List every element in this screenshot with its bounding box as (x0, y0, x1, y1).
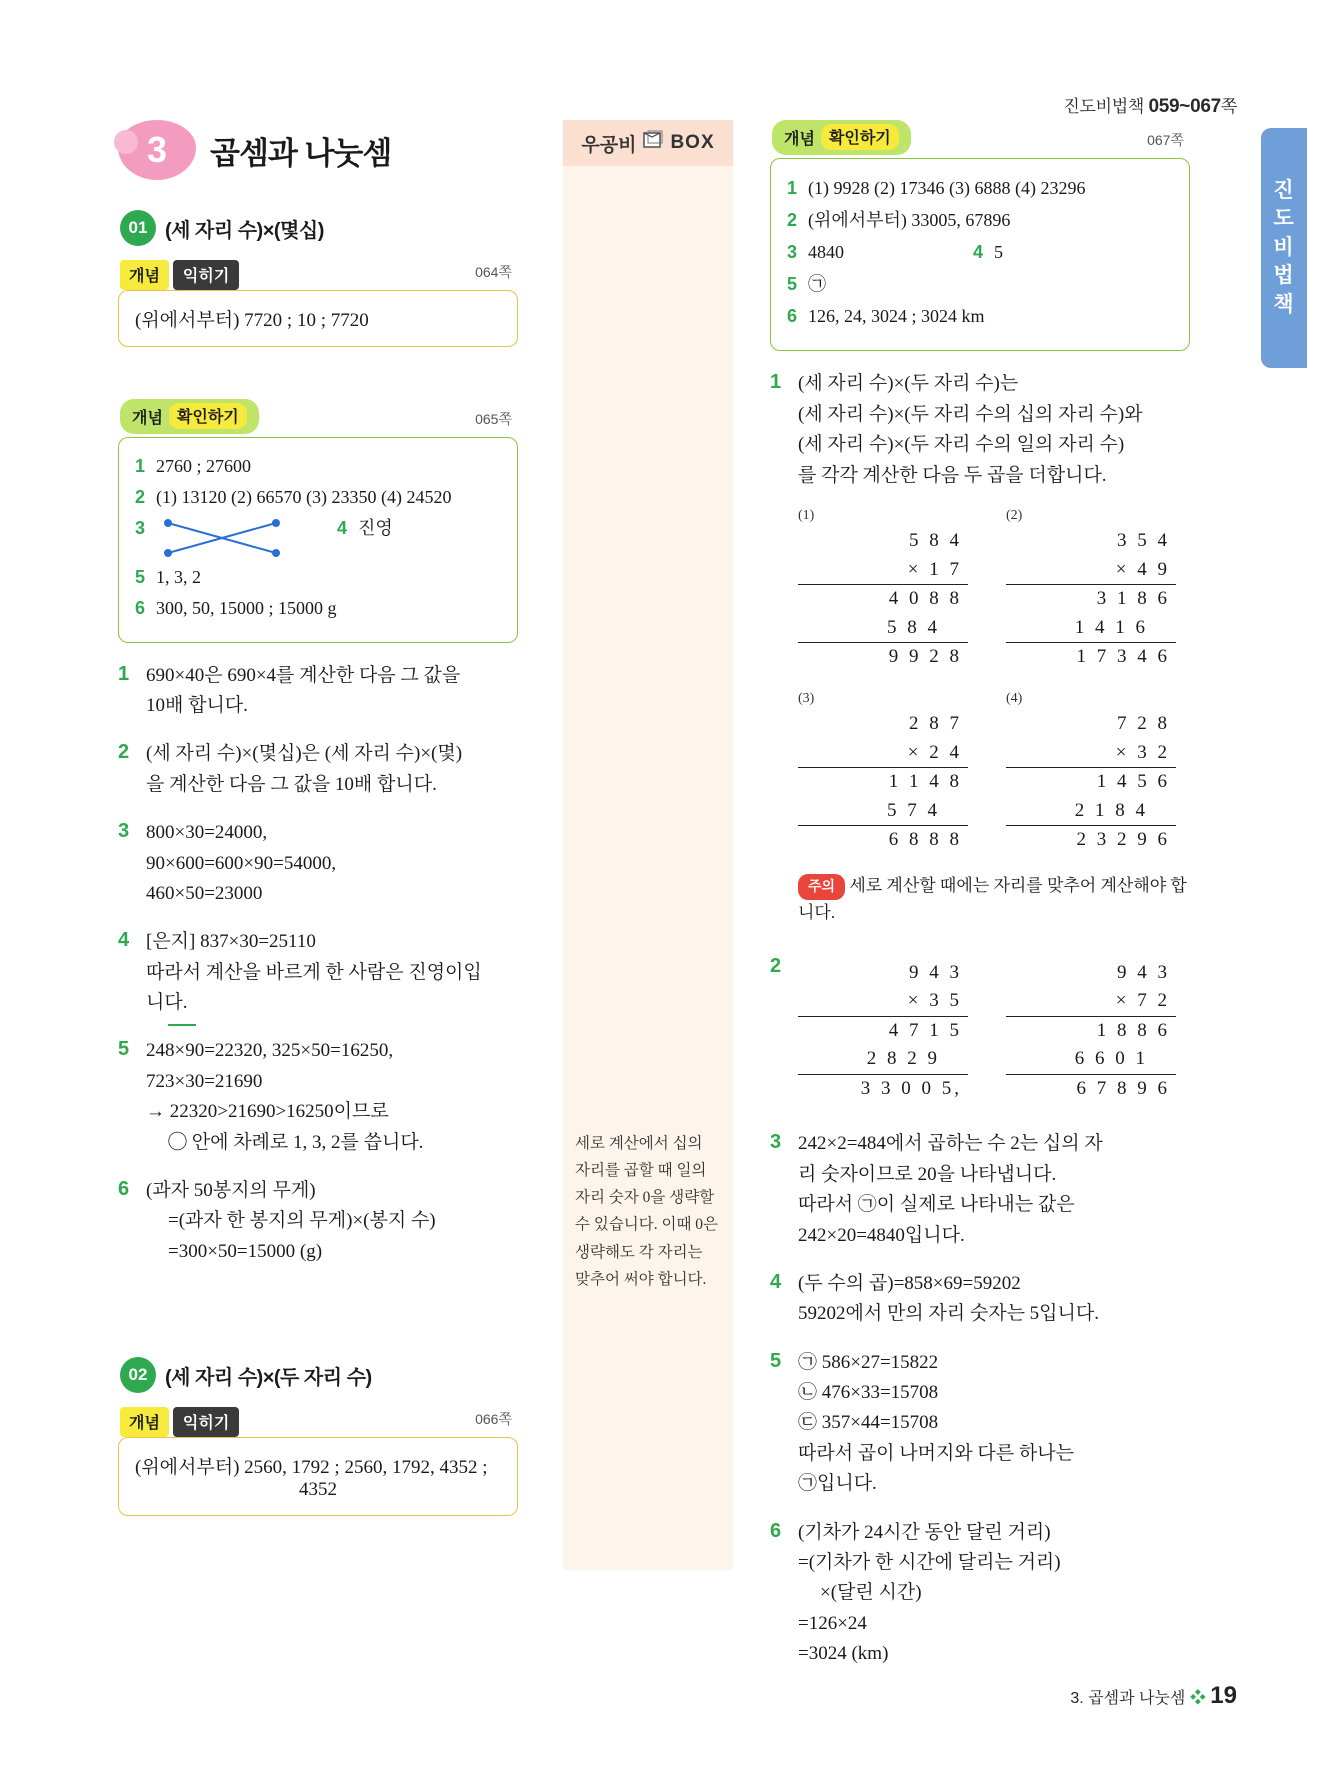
solution-item (770, 1269, 1190, 1330)
concept-check-chip-sub: 확인하기 (169, 403, 247, 429)
solution-number: 6 (118, 1178, 130, 1201)
section-heading-01 (120, 210, 518, 246)
section-number-01: 01 (120, 210, 156, 246)
solution-number: 5 (770, 1349, 782, 1372)
solution-item (770, 1518, 1190, 1670)
solution-item (118, 818, 518, 909)
concept-learn-2-line1: (위에서부터) 2560, 1792 ; 2560, 1792, 4352 ; (135, 1457, 488, 1479)
vertical-calculation (1006, 688, 1176, 855)
chapter-heading (118, 120, 518, 180)
answer-number: 6 (135, 597, 146, 618)
concept-chip-label: 개념 (120, 1407, 169, 1437)
solution-line: =126×24 (798, 1612, 867, 1634)
concept-learn-1-header (118, 260, 518, 284)
answer-number: 5 (135, 566, 146, 587)
solution-number: 2 (770, 954, 782, 977)
solution-line: (두 수의 곱)=858×69=59202 (798, 1272, 1021, 1294)
answer-text: 진영 (358, 517, 393, 538)
calc-row: 1 4 1 6 (1074, 616, 1148, 638)
chapter-number-badge: 3 (118, 120, 196, 180)
solution-line: =300×50=15000 (g) (168, 1240, 323, 1262)
solution-item (770, 1348, 1190, 1500)
solution-body (798, 1348, 1190, 1500)
note-connector-line (168, 1024, 196, 1026)
concept-learn-2-header (118, 1407, 518, 1431)
section-title-02: (세 자리 수)×(두 자리 수) (165, 1366, 372, 1389)
solution-line: (과자 50봉지의 무게) (146, 1180, 316, 1202)
calc-row: 2 8 7 (909, 713, 962, 735)
calc-row: 1 1 4 8 (798, 767, 968, 797)
solution-body (798, 369, 1190, 926)
answer-number: 3 (135, 517, 146, 538)
warning-text: 세로 계산할 때에는 자리를 맞추어 계산해야 합니다. (798, 875, 1187, 923)
answer-text: 5 (994, 241, 1003, 262)
concept-check-chip-sub: 확인하기 (821, 124, 899, 150)
solution-body (146, 927, 518, 1018)
solution-line: 800×30=24000, (146, 822, 268, 844)
solution-body (146, 1176, 518, 1267)
calc-label: (3) (798, 690, 815, 706)
calc-row: × 1 7 (907, 558, 962, 580)
concept-check-1-header (118, 399, 518, 431)
concept-learn-1-page-ref: 064쪽 (475, 264, 512, 280)
section-title-01: (세 자리 수)×(몇십) (165, 219, 324, 242)
section-number-02: 02 (120, 1357, 156, 1393)
calc-row: 2 8 2 9 (866, 1048, 940, 1070)
solution-line: 59202에서 만의 자리 숫자는 5입니다. (798, 1303, 1099, 1325)
middle-sidebar (563, 120, 733, 1570)
vertical-calculation (798, 505, 968, 672)
vertical-calculation-group (798, 505, 1190, 672)
concept-chip-sub: 익히기 (173, 1407, 239, 1437)
solution-number: 1 (118, 662, 130, 685)
header-ref-prefix: 진도비법책 (1063, 97, 1149, 116)
solution-line: 니다. (146, 992, 188, 1014)
concept-learn-2-line2: 4352 (299, 1479, 337, 1501)
calc-label: (2) (1006, 508, 1023, 524)
side-tab-label: 진 도 비 법 책 (1261, 128, 1307, 368)
answer-text: (1) 13120 (2) 66570 (3) 23350 (4) 24520 (156, 486, 452, 507)
answer-text: 2760 ; 27600 (156, 456, 252, 476)
right-column (770, 120, 1190, 1670)
solution-item (118, 927, 518, 1018)
solution-number: 4 (118, 929, 130, 952)
ugongbi-box-text: BOX (670, 132, 715, 153)
concept-chip-label: 개념 (120, 260, 169, 290)
solution-line: ㉡ 476×33=15708 (798, 1382, 939, 1404)
solution-line: (세 자리 수)×(두 자리 수)는 (798, 373, 1019, 395)
solution-line: =(과자 한 봉지의 무게)×(봉지 수) (168, 1210, 436, 1232)
concept-check-2-page-ref: 067쪽 (1147, 132, 1184, 148)
solution-number: 4 (770, 1270, 782, 1293)
solution-line: ◯ 안에 차례로 1, 3, 2를 씁니다. (168, 1131, 424, 1153)
answer-row (135, 564, 501, 592)
calc-row: 2 3 2 9 6 (1006, 825, 1176, 855)
calc-row: 6 6 0 1 (1074, 1048, 1148, 1070)
solution-item (118, 661, 518, 722)
calc-row: 5 8 4 (909, 530, 962, 552)
concept-chip-sub: 익히기 (173, 260, 239, 290)
calc-row: 4 0 8 8 (798, 584, 968, 614)
concept-learn-2-page-ref: 066쪽 (475, 1411, 512, 1428)
concept-check-1-page-ref: 065쪽 (475, 411, 512, 427)
solution-line: ㉢ 357×44=15708 (798, 1412, 939, 1434)
footer-page-number: 19 (1210, 1682, 1237, 1709)
solution-number: 3 (118, 820, 130, 843)
calc-row: × 3 2 (1115, 741, 1170, 763)
book-icon (642, 130, 664, 156)
concept-learn-2-box (118, 1437, 518, 1516)
concept-check-chip-label: 개념 (132, 409, 163, 427)
answer-row (135, 595, 501, 623)
solution-line: [은지] 837×30=25110 (146, 931, 316, 953)
footer-chapter: 3. 곱셈과 나눗셈 (1070, 1690, 1186, 1707)
solution-line: ㉠입니다. (798, 1473, 877, 1495)
concept-learn-1-box (118, 290, 518, 347)
solution-line: 248×90=22320, 325×50=16250, (146, 1040, 394, 1062)
answer-text: (1) 9928 (2) 17346 (3) 6888 (4) 23296 (808, 178, 1086, 198)
solution-line: 을 계산한 다음 그 값을 10배 합니다. (146, 773, 437, 795)
solution-line: (세 자리 수)×(두 자리 수의 일의 자리 수) (798, 434, 1125, 456)
answer-row (787, 207, 1173, 235)
solution-line: 90×600=600×90=54000, (146, 852, 337, 874)
solution-line: ×(달린 시간) (820, 1582, 922, 1604)
header-ref-suffix: 쪽 (1220, 97, 1237, 116)
answer-text: 4840 (808, 241, 844, 262)
solution-body (146, 1036, 518, 1158)
solution-line: 따라서 ㉠이 실제로 나타내는 값은 (798, 1194, 1075, 1216)
ugongbi-box-header (563, 120, 733, 166)
solution-body (798, 1129, 1190, 1251)
answer-number: 4 (973, 241, 984, 262)
calc-row: 2 1 8 4 (1074, 799, 1148, 821)
vertical-calculation-group (798, 688, 1190, 855)
answer-text: 300, 50, 15000 ; 15000 g (156, 597, 337, 618)
solution-line: 따라서 계산을 바르게 한 사람은 진영이입 (146, 961, 482, 983)
answer-number: 1 (135, 456, 146, 476)
calc-row: 7 2 8 (1117, 713, 1170, 735)
solution-line: (세 자리 수)×(몇십)은 (세 자리 수)×(몇) (146, 743, 463, 765)
solution-line: (기차가 24시간 동안 달린 거리) (798, 1521, 1051, 1543)
solution-line: 242×20=4840입니다. (798, 1224, 965, 1246)
answer-number: 3 (787, 241, 798, 262)
answer-text: ㉠ (808, 273, 826, 294)
concept-check-1-box (118, 437, 518, 643)
solution-number: 6 (770, 1519, 782, 1542)
answer-text: (위에서부터) 33005, 67896 (808, 209, 1011, 230)
calc-row: 3 1 8 6 (1006, 584, 1176, 614)
side-tab-text: 진 (1273, 179, 1295, 203)
solution-body (146, 739, 518, 800)
calc-row: × 4 9 (1115, 558, 1170, 580)
calc-label: (1) (798, 508, 815, 524)
solution-number: 5 (118, 1038, 130, 1061)
chapter-title: 곱셈과 나눗셈 (210, 135, 392, 171)
answer-text: 126, 24, 3024 ; 3024 km (808, 305, 985, 326)
solution-item (770, 369, 1190, 926)
calc-row: 9 4 3 (909, 961, 962, 983)
solution-body (798, 1269, 1190, 1330)
vertical-calculation (798, 688, 968, 855)
answer-number: 5 (787, 273, 798, 294)
page-footer (1070, 1682, 1237, 1710)
solution-item (770, 1129, 1190, 1251)
section-heading-02 (120, 1357, 518, 1393)
solution-body (146, 818, 518, 909)
solution-body (798, 953, 1190, 1104)
answer-number: 1 (787, 178, 798, 198)
calc-row: × 3 5 (907, 990, 962, 1012)
solution-line: ㉠ 586×27=15822 (798, 1351, 939, 1373)
solution-line: 10배 합니다. (146, 694, 248, 716)
solution-number: 3 (770, 1131, 782, 1154)
calc-row: 3 5 4 (1117, 530, 1170, 552)
solution-item (118, 1176, 518, 1267)
solution-line: 690×40은 690×4를 계산한 다음 그 값을 (146, 664, 461, 686)
calc-row: 4 7 1 5 (798, 1016, 968, 1046)
solution-number: 1 (770, 371, 782, 394)
answer-row (135, 453, 501, 481)
solution-item (118, 739, 518, 800)
solution-item (118, 1036, 518, 1158)
header-page-reference (1063, 92, 1237, 118)
answer-row (787, 175, 1173, 203)
warning-note (798, 873, 1190, 927)
calc-row: 6 7 8 9 6 (1006, 1074, 1176, 1104)
answer-number: 2 (787, 209, 798, 230)
answer-number: 4 (337, 517, 348, 538)
solution-body (798, 1518, 1190, 1670)
vertical-calculation (798, 959, 968, 1104)
solution-line: 를 각각 계산한 다음 두 곱을 더합니다. (798, 464, 1107, 486)
solution-body (146, 661, 518, 722)
matching-lines-svg (162, 515, 282, 561)
calc-row: 5 8 4 (887, 616, 940, 638)
calc-label: (4) (1006, 690, 1023, 706)
left-column (118, 120, 518, 1516)
solution-line: 따라서 곱이 나머지와 다른 하나는 (798, 1442, 1074, 1464)
book-icon-svg (642, 130, 664, 150)
solution-line: 460×50=23000 (146, 882, 263, 904)
vertical-calculation (1006, 959, 1176, 1104)
vertical-calculation-group (798, 959, 1190, 1104)
ugongbi-label: 우공비 (581, 134, 637, 156)
header-ref-pages: 059~067 (1148, 96, 1221, 117)
calc-row: × 2 4 (907, 741, 962, 763)
solution-item (770, 953, 1190, 1104)
calc-row: 5 7 4 (887, 799, 940, 821)
solution-line: 723×30=21690 (146, 1070, 263, 1092)
answer-row-matching (135, 515, 501, 561)
calc-row: 1 4 5 6 (1006, 767, 1176, 797)
concept-check-2-box (770, 158, 1190, 351)
calc-row: 9 9 2 8 (798, 642, 968, 672)
vertical-calculation (1006, 505, 1176, 672)
calc-row: 1 7 3 4 6 (1006, 642, 1176, 672)
solution-line: → 22320>21690>16250이므로 (146, 1101, 389, 1123)
calc-row: 1 8 8 6 (1006, 1016, 1176, 1046)
answer-text: 1, 3, 2 (156, 566, 201, 587)
solution-line: (세 자리 수)×(두 자리 수의 십의 자리 수)와 (798, 403, 1143, 425)
concept-check-2-header (770, 120, 1190, 152)
solution-line: =(기차가 한 시간에 달리는 거리) (798, 1552, 1061, 1574)
answer-row (787, 239, 1173, 267)
solution-line: =3024 (km) (798, 1643, 889, 1665)
answer-number: 2 (135, 486, 146, 507)
concept-check-chip-label: 개념 (784, 130, 815, 148)
concept-learn-1-text: (위에서부터) 7720 ; 10 ; 7720 (135, 310, 369, 331)
calc-row: × 7 2 (1115, 990, 1170, 1012)
answer-row (787, 271, 1173, 299)
matching-lines-graphic (162, 515, 282, 561)
answer-row (787, 303, 1173, 331)
solution-line: 242×2=484에서 곱하는 수 2는 십의 자 (798, 1133, 1103, 1155)
solution-line: 리 숫자이므로 20을 나타냅니다. (798, 1163, 1057, 1185)
answer-row (135, 484, 501, 512)
calc-row: 3 3 0 0 5, (798, 1074, 968, 1104)
calc-row: 6 8 8 8 (798, 825, 968, 855)
calc-row: 9 4 3 (1117, 961, 1170, 983)
diamond-icon: ❖ (1189, 1690, 1206, 1707)
answer-number: 6 (787, 305, 798, 326)
ugongbi-note-text: 세로 계산에서 십의 자리를 곱할 때 일의 자리 숫자 0을 생략할 수 있습니다. 이때 0은 생략해도 각 자리는 맞추어 써야 합니다. (575, 1135, 719, 1288)
warning-chip: 주의 (798, 874, 845, 901)
solution-number: 2 (118, 741, 130, 764)
